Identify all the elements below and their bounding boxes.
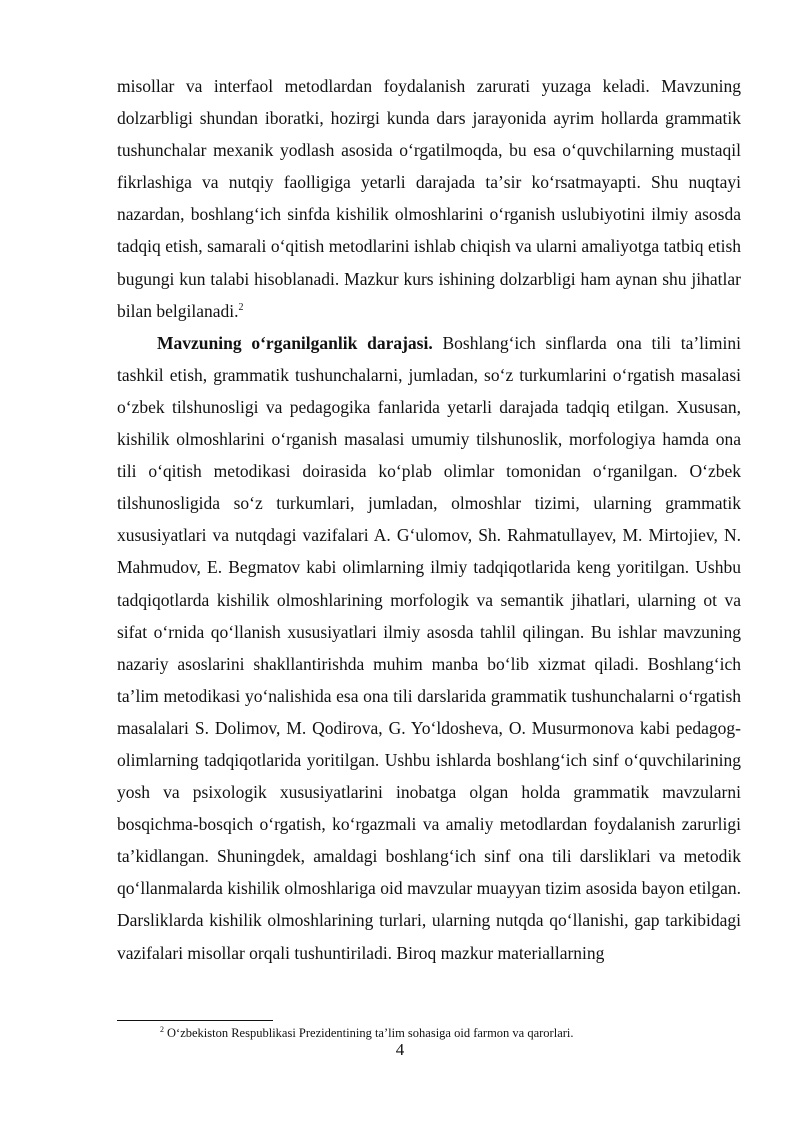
- footnote: [160, 1025, 574, 1041]
- footnote-text: Oʻzbekiston Respublikasi Prezidentining taʼlim sohasiga oid farmon va qarorlari.: [167, 1026, 574, 1040]
- page-body: [117, 70, 741, 969]
- footnote-divider: [117, 1020, 273, 1021]
- footnote-number: 2: [160, 1024, 164, 1034]
- section-heading: Mavzuning oʻrganilganlik darajasi.: [157, 332, 433, 353]
- paragraph-relevance: [117, 70, 741, 327]
- page-number: 4: [395, 1040, 405, 1059]
- paragraph-study-level-text: Boshlangʻich sinflarda ona tili taʼlimini tashkil etish, grammatik tushunchalarni, jumladan, soʻz turkumlarini oʻrgatish masalasi oʻzbek tilshunosligi va pedagogika fanlarida yetarli darajada tadqiq etilgan. Xususan, kishilik olmoshlarini oʻrganish masalasi umumiy tilshunoslik, morfologiya hamda ona tili oʻqitish metodikasi doirasida koʻplab olimlar tomonidan oʻrganilgan. Oʻzbek tilshunosligida soʻz turkumlari, jumladan, olmoshlar tizimi, ularning grammatik xususiyatlari va nutqdagi vazifalari A. Gʻulomov, Sh. Rahmatullayev, M. Mirtojiev, N. Mahmudov, E. Begmatov kabi olimlarning ilmiy tadqiqotlarida keng yoritilgan. Ushbu tadqiqotlarda kishilik olmoshlarining morfologik va semantik jihatlari, ularning ot va sifat oʻrnida qoʻllanish xususiyatlari ilmiy asosda tahlil qilingan. Bu ishlar mavzuning nazariy asoslarini shakllantirishda muhim manba boʻlib xizmat qiladi. Boshlangʻich taʼlim metodikasi yoʻnalishida esa ona tili darslarida grammatik tushunchalarni oʻrgatish masalalari S. Dolimov, M. Qodirova, G. Yoʻldosheva, O. Musurmonova kabi pedagog-olimlarning tadqiqotlarida yoritilgan. Ushbu ishlarda boshlangʻich sinf oʻquvchilarining yosh va psixologik xususiyatlarini inobatga olgan holda grammatik mavzularni bosqichma-bosqich oʻrgatish, koʻrgazmali va amaliy metodlardan foydalanish zarurligi taʼkidlangan. Shuningdek, amaldagi boshlangʻich sinf ona tili darsliklari va metodik qoʻllanmalarda kishilik olmoshlariga oid mavzular muayyan tizim asosida bayon etilgan. Darsliklarda kishilik olmoshlarining turlari, ularning nutqda qoʻllanishi, gap tarkibidagi vazifalari misollar orqali tushuntiriladi. Biroq mazkur materiallarning: [117, 332, 741, 963]
- footnote-reference[interactable]: 2: [238, 301, 244, 313]
- paragraph-study-level: [117, 327, 741, 969]
- paragraph-relevance-text: misollar va interfaol metodlardan foydalanish zarurati yuzaga keladi. Mavzuning dolzarbligi shundan iboratki, hozirgi kunda dars jarayonida ayrim hollarda grammatik tushunchalar mexanik yodlash asosida oʻrgatilmoqda, bu esa oʻquvchilarning mustaqil fikrlashiga va nutqiy faolligiga yetarli darajada taʼsir koʻrsatmayapti. Shu nuqtayi nazardan, boshlangʻich sinfda kishilik olmoshlarini oʻrganish uslubiyotini ilmiy asosda tadqiq etish, samarali oʻqitish metodlarini ishlab chiqish va ularni amaliyotga tatbiq etish bugungi kun talabi hisoblanadi. Mazkur kurs ishining dolzarbligi ham aynan shu jihatlar bilan belgilanadi.: [117, 76, 741, 321]
